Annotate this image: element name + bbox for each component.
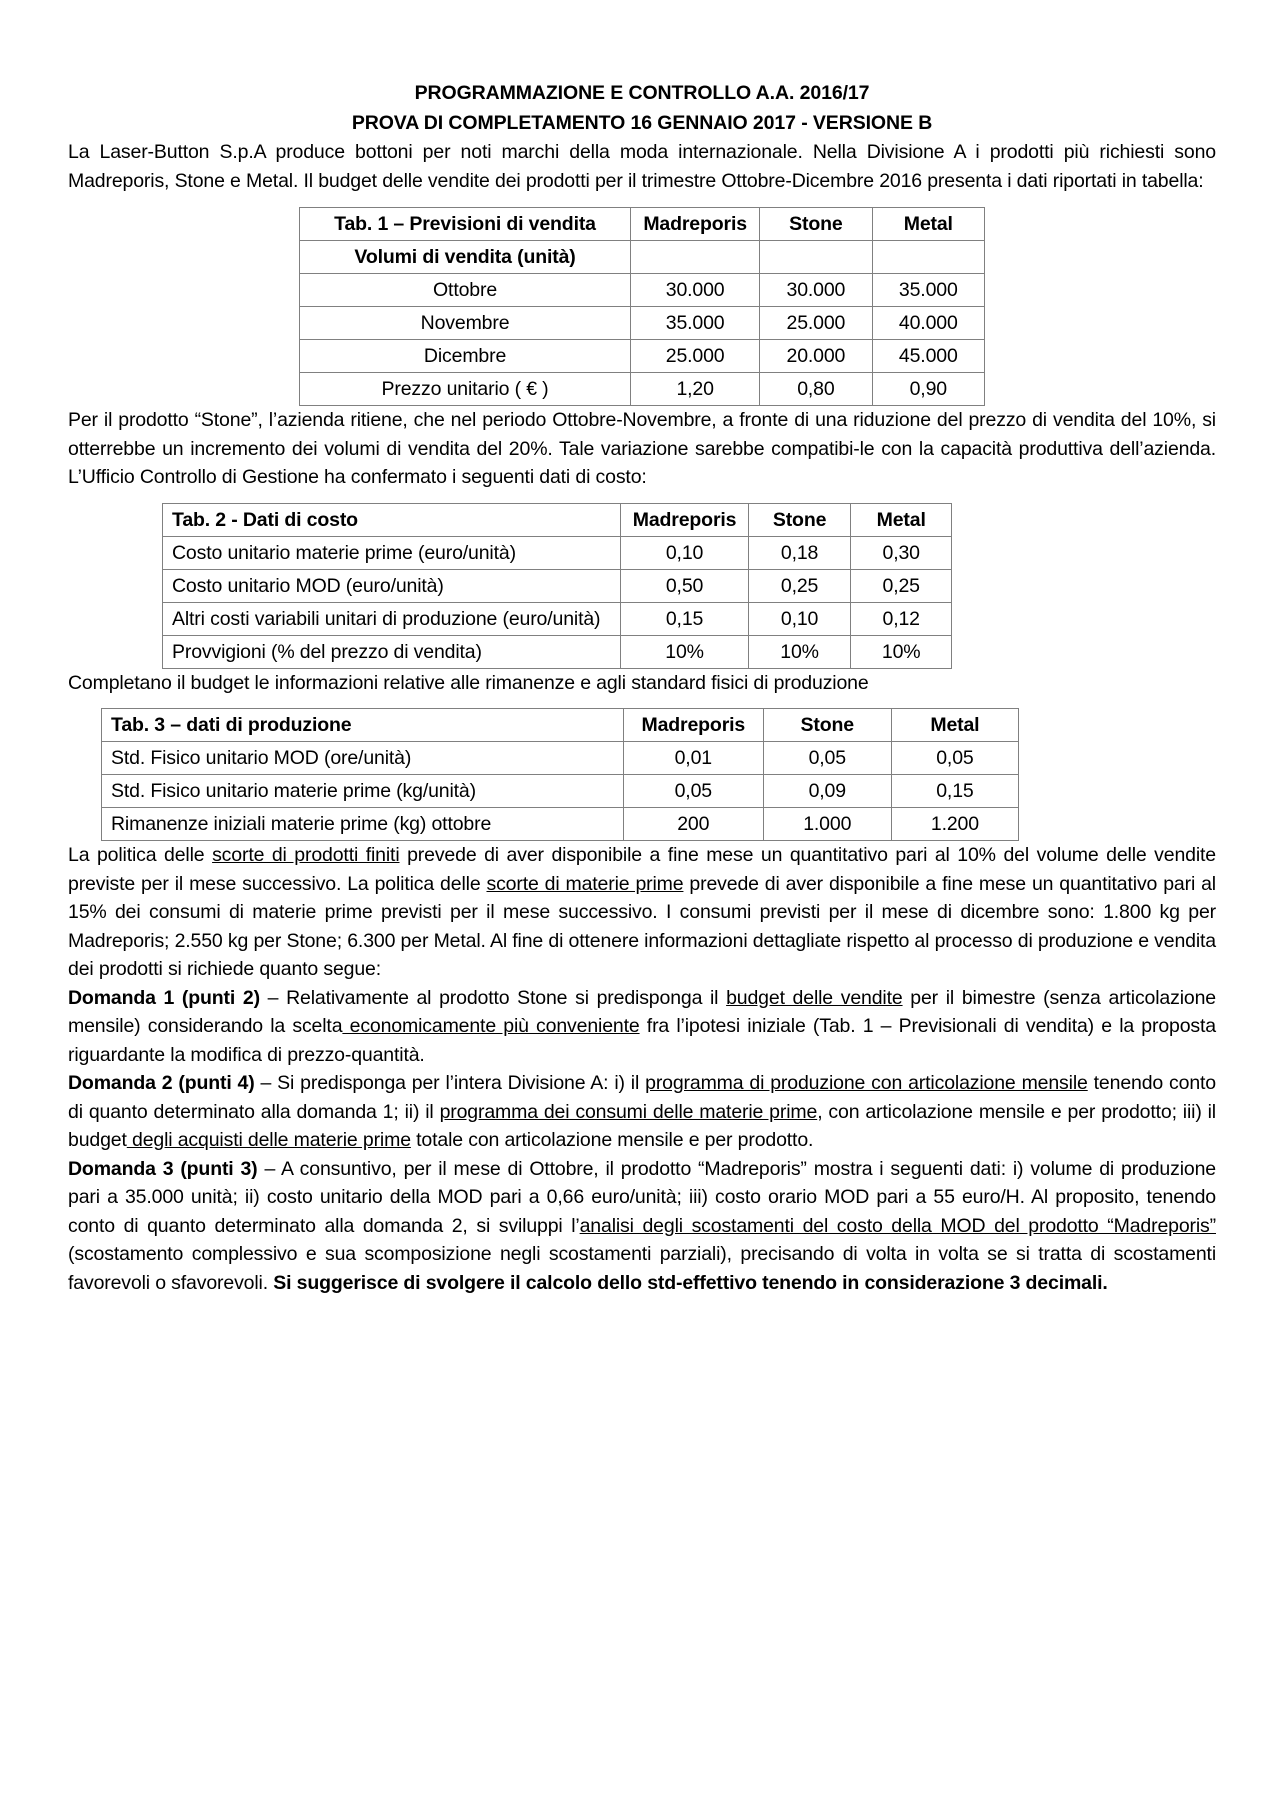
table-row	[163, 635, 952, 668]
document-title	[68, 78, 1216, 138]
table-1-cell: 35.000	[872, 274, 984, 307]
table-2-cell: 10%	[621, 635, 748, 668]
domanda-1-heading: Domanda 1 (punti 2)	[68, 986, 260, 1009]
table-2-cell: 10%	[851, 635, 952, 668]
table-1-cell: 25.000	[631, 340, 760, 373]
politica-underline-scorte-materie-prime: scorte di materie prime	[486, 872, 684, 895]
table-1-cell: 0,90	[872, 373, 984, 406]
table-1-cell: 30.000	[760, 274, 872, 307]
stone-paragraph: Per il prodotto “Stone”, l’azienda ritiene, che nel periodo Ottobre-Novembre, a fronte di una riduzione del prezzo di vendita del 10%, si otterrebbe un incremento dei volumi di vendita del 20%. Tale variazione sarebbe compatibi-le con la capacità produttiva dell’azienda. L’Ufficio Controllo di Gestione ha confermato i seguenti dati di costo:	[68, 409, 1216, 488]
table-3-row-label: Rimanenze iniziali materie prime (kg) ottobre	[102, 808, 624, 841]
domanda-2-underline-programma-consumi: programma dei consumi delle materie prime	[439, 1100, 818, 1123]
intro-paragraph: La Laser-Button S.p.A produce bottoni per noti marchi della moda internazionale. Nella Divisione A i prodotti più richiesti sono Madreporis, Stone e Metal. Il budget delle vendite dei prodotti per il trimestre Ottobre-Dicembre 2016 presenta i dati riportati in tabella:	[68, 141, 1216, 192]
table-3-cell: 1.200	[891, 808, 1018, 841]
domanda-2-seg-1: – Si predisponga per l’intera Divisione A: i) il	[254, 1072, 646, 1094]
table-row	[163, 569, 952, 602]
table-3-cell: 0,05	[891, 742, 1018, 775]
table-2-cell: 0,18	[748, 536, 851, 569]
domanda-3-seg-2: (scostamento complessivo e sua scomposizione negli scostamenti parziali), precisando di volta in volta se si tratta di scostamenti favorevoli o sfavorevoli.	[68, 1243, 1216, 1294]
domanda-1-seg-1: – Relativamente al prodotto Stone si predisponga il	[259, 986, 727, 1009]
table-2-cell: 0,10	[748, 602, 851, 635]
table-row	[102, 742, 1019, 775]
domanda-2-paragraph	[68, 1069, 1216, 1155]
table-row	[300, 274, 985, 307]
table-1-cell: 20.000	[760, 340, 872, 373]
domanda-1-seg-2: per il bimestre (senza articolazione mensile) considerando la scelta	[68, 986, 1216, 1037]
table-1-cell: 45.000	[872, 340, 984, 373]
table-2-cell: 0,12	[851, 602, 952, 635]
table-2-col-metal: Metal	[851, 503, 952, 536]
domanda-1-paragraph	[68, 984, 1216, 1070]
table-row	[163, 536, 952, 569]
table-row	[300, 340, 985, 373]
table-row	[102, 775, 1019, 808]
politica-seg-2: prevede di aver disponibile a fine mese un quantitativo pari al 10% del volume delle vendite previste per il mese successivo. La politica delle	[68, 844, 1216, 895]
table-1-col-stone: Stone	[760, 208, 872, 241]
table-1-cell: 25.000	[760, 307, 872, 340]
table-row	[300, 373, 985, 406]
table-3-col-metal: Metal	[891, 709, 1018, 742]
table-3-cell: 0,09	[763, 775, 891, 808]
domanda-2-heading: Domanda 2 (punti 4)	[68, 1072, 255, 1094]
table-3-cell: 1.000	[763, 808, 891, 841]
table-3-cell: 0,05	[763, 742, 891, 775]
table-3-row-label: Std. Fisico unitario MOD (ore/unità)	[102, 742, 624, 775]
table-1-row-label: Dicembre	[300, 340, 631, 373]
domanda-2-seg-4: totale con articolazione mensile e per prodotto.	[410, 1129, 814, 1151]
table-2-cell: 0,15	[621, 602, 748, 635]
table-3-col-madreporis: Madreporis	[623, 709, 763, 742]
table-1-title: Tab. 1 – Previsioni di vendita	[300, 208, 631, 241]
domanda-2-underline-budget-acquisti: degli acquisti delle materie prime	[126, 1129, 411, 1151]
table-3-row-label: Std. Fisico unitario materie prime (kg/unità)	[102, 775, 624, 808]
table-2-row-label: Costo unitario MOD (euro/unità)	[163, 569, 621, 602]
domanda-1-underline-budget-vendite: budget delle vendite	[726, 986, 903, 1009]
table-row	[300, 241, 985, 274]
table-2-row-label: Provvigioni (% del prezzo di vendita)	[163, 635, 621, 668]
table-2-col-madreporis: Madreporis	[621, 503, 748, 536]
table-2-container	[68, 503, 1216, 669]
domanda-3-paragraph	[68, 1155, 1216, 1298]
table-3	[101, 708, 1019, 841]
table-3-cell: 0,01	[623, 742, 763, 775]
domanda-1-seg-3: fra l’ipotesi iniziale (Tab. 1 – Previsionali di vendita) e la proposta riguardante la modifica di prezzo-quantità.	[68, 1015, 1216, 1066]
table-1-row-label: Prezzo unitario ( € )	[300, 373, 631, 406]
domanda-3-heading: Domanda 3 (punti 3)	[68, 1157, 258, 1180]
politica-paragraph	[68, 841, 1216, 984]
domanda-1-underline-economicamente-conveniente: economicamente più conveniente	[342, 1015, 640, 1037]
table-2-title: Tab. 2 - Dati di costo	[163, 503, 621, 536]
domanda-2-seg-2: tenendo conto di quanto determinato alla domanda 1; ii) il	[68, 1072, 1216, 1123]
table-1-cell: 35.000	[631, 307, 760, 340]
completano-paragraph: Completano il budget le informazioni relative alle rimanenze e agli standard fisici di produzione	[68, 671, 869, 694]
table-1-cell: 30.000	[631, 274, 760, 307]
table-row	[300, 208, 985, 241]
table-1-empty-cell	[631, 241, 760, 274]
table-3-col-stone: Stone	[763, 709, 891, 742]
table-1-row-label: Ottobre	[300, 274, 631, 307]
table-3-cell: 0,05	[623, 775, 763, 808]
table-2-col-stone: Stone	[748, 503, 851, 536]
table-1-empty-cell	[760, 241, 872, 274]
table-row	[163, 602, 952, 635]
table-3-title: Tab. 3 – dati di produzione	[102, 709, 624, 742]
politica-seg-1: La politica delle	[68, 844, 213, 866]
table-1-section-label: Volumi di vendita (unità)	[300, 241, 631, 274]
table-2-cell: 0,25	[748, 569, 851, 602]
table-1-row-label: Novembre	[300, 307, 631, 340]
table-row	[102, 709, 1019, 742]
table-3-cell: 0,15	[891, 775, 1018, 808]
domanda-3-seg-1: – A consuntivo, per il mese di Ottobre, il prodotto “Madreporis” mostra i seguenti dati: i) volume di produzione pari a 35.000 unità; ii) costo unitario della MOD pari a 0,66 euro/unità; iii) costo orario MOD pari a 55 euro/H. Al proposito, tenendo conto di quanto determinato alla domanda 2, si sviluppi l’	[68, 1157, 1216, 1237]
domanda-3-underline-analisi-scostamenti: analisi degli scostamenti del costo della MOD del prodotto “Madreporis”	[579, 1214, 1216, 1237]
domanda-2-seg-3: , con articolazione mensile e per prodotto; iii) il budget	[68, 1100, 1216, 1151]
politica-seg-3: prevede di aver disponibile a fine mese un quantitativo pari al 15% dei consumi di materie prime previsti per il mese successivo. I consumi previsti per il mese di dicembre sono: 1.800 kg per Madreporis; 2.550 kg per Stone; 6.300 per Metal. Al fine di ottenere informazioni dettagliate rispetto al processo di produzione e vendita dei prodotti si richiede quanto segue:	[68, 872, 1216, 980]
table-row	[163, 503, 952, 536]
table-1-empty-cell	[872, 241, 984, 274]
table-2-row-label: Altri costi variabili unitari di produzione (euro/unità)	[163, 602, 621, 635]
table-2-cell: 0,10	[621, 536, 748, 569]
table-1-cell: 1,20	[631, 373, 760, 406]
table-1-cell: 40.000	[872, 307, 984, 340]
table-1-col-madreporis: Madreporis	[631, 208, 760, 241]
table-3-cell: 200	[623, 808, 763, 841]
table-2-cell: 0,30	[851, 536, 952, 569]
title-line-1: PROGRAMMAZIONE E CONTROLLO A.A. 2016/17	[414, 82, 870, 104]
table-2-cell: 0,50	[621, 569, 748, 602]
table-3-container	[68, 708, 1216, 841]
table-2-row-label: Costo unitario materie prime (euro/unità)	[163, 536, 621, 569]
domanda-2-underline-programma-produzione: programma di produzione con articolazione mensile	[645, 1072, 1088, 1094]
table-2-cell: 10%	[748, 635, 851, 668]
domanda-3-bold-suggerimento: Si suggerisce di svolgere il calcolo dello std-effettivo tenendo in considerazione 3 decimali.	[273, 1271, 1108, 1294]
table-row	[102, 808, 1019, 841]
table-1	[299, 207, 985, 406]
table-2-cell: 0,25	[851, 569, 952, 602]
table-row	[300, 307, 985, 340]
table-2	[162, 503, 952, 669]
table-1-col-metal: Metal	[872, 208, 984, 241]
table-1-cell: 0,80	[760, 373, 872, 406]
title-line-2: PROVA DI COMPLETAMENTO 16 GENNAIO 2017 - VERSIONE B	[351, 112, 933, 134]
table-1-container	[68, 207, 1216, 406]
politica-underline-scorte-prodotti-finiti: scorte di prodotti finiti	[212, 844, 400, 866]
